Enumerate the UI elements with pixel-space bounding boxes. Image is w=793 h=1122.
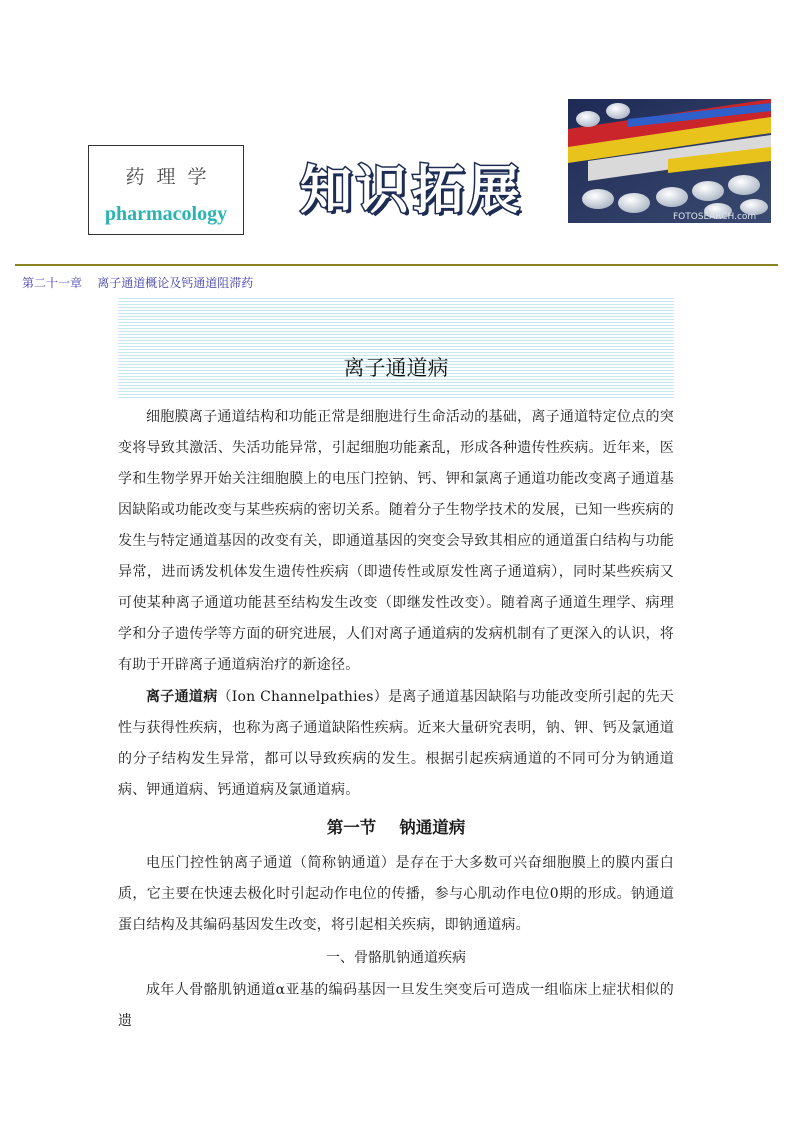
page-title: 离子通道病 (343, 356, 449, 380)
term-ion-channelpathies: 离子通道病 (146, 689, 218, 705)
intro-paragraph-2 (118, 682, 674, 806)
logo-chinese-text: 药理学 (125, 166, 219, 188)
header-photo (568, 99, 771, 223)
subsection-title: 一、骨骼肌钠通道疾病 (326, 950, 466, 966)
section1-paragraph-2: 成年人骨骼肌钠通道α亚基的编码基因一旦发生突变后可造成一组临床上症状相似的遗 (118, 982, 674, 1029)
section1-paragraph-1: 电压门控性钠离子通道（简称钠通道）是存在于大多数可兴奋细胞膜上的膜内蛋白质，它主要在快速去极化时引起动作电位的传播，参与心肌动作电位0期的形成。钠通道蛋白结构及其编码基因发生改变，将引起相关疾病，即钠通道病。 (118, 855, 674, 933)
pills-photo-icon (568, 99, 771, 223)
logo-english-text: pharmacology (104, 203, 228, 225)
banner-title: 知识拓展 (300, 161, 525, 221)
section-title-sodium: 第一节 钠通道病 (326, 818, 466, 837)
logo-box (88, 145, 244, 235)
header-divider (15, 264, 778, 266)
title-band (118, 298, 674, 398)
chapter-label: 第二十一章 离子通道概论及钙通道阻滞药 (22, 276, 254, 290)
intro-paragraph-1: 细胞膜离子通道结构和功能正常是细胞进行生命活动的基础，离子通道特定位点的突变将导致其激活、失活功能异常，引起细胞功能紊乱，形成各种遗传性疾病。近年来，医学和生物学界开始关注细胞膜上的电压门控钠、钙、钾和氯离子通道功能改变离子通道基因缺陷或功能改变与某些疾病的密切关系。随着分子生物学技术的发展，已知一些疾病的发生与特定通道基因的改变有关，即通道基因的突变会导致其相应的通道蛋白结构与功能异常，进而诱发机体发生遗传性疾病（即遗传性或原发性离子通道病），同时某些疾病又可使某种离子通道功能甚至结构发生改变（即继发性改变）。随着离子通道生理学、病理学和分子遗传学等方面的研究进展，人们对离子通道病的发病机制有了更深入的认识，将有助于开辟离子通道病治疗的新途径。 (118, 409, 674, 673)
photo-watermark-text: FOTOSEARCH.com (673, 212, 757, 222)
intro-paragraph-2-text: （Ion Channelpathies）是离子通道基因缺陷与功能改变所引起的先天性与获得性疾病，也称为离子通道缺陷性疾病。近来大量研究表明，钠、钾、钙及氯通道的分子结构发生异常，都可以导致疾病的发生。根据引起疾病通道的不同可分为钠通道病、钾通道病、钙通道病及氯通道病。 (118, 689, 674, 798)
